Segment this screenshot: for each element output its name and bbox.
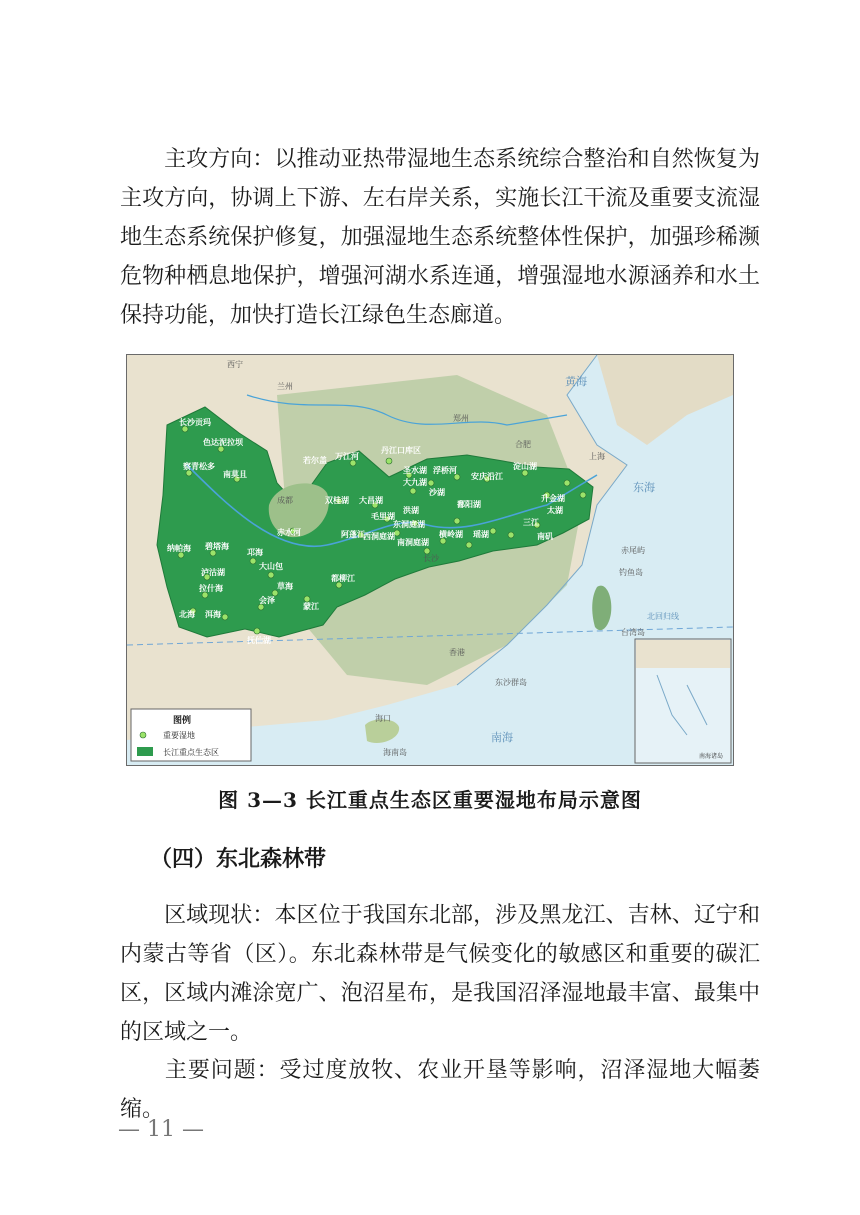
place-label: 上海: [589, 452, 605, 461]
map-graphic: [127, 355, 733, 765]
wetland-label: 会泽: [259, 596, 275, 605]
wetland-label: 抚仙湖: [247, 636, 271, 645]
wetland-label: 北海: [179, 610, 195, 619]
wetland-label: 拉什海: [199, 584, 223, 593]
place-label: 海口: [375, 714, 391, 723]
wetland-label: 色达泥拉坝: [203, 438, 243, 447]
wetland-label: 洱海: [205, 610, 221, 619]
wetland-label: 鄱阳湖: [457, 500, 481, 509]
place-label: 郑州: [453, 414, 469, 423]
place-label: 兰州: [277, 382, 293, 391]
wetland-label: 南洞庭湖: [397, 538, 429, 547]
sea-label: 南海: [491, 731, 513, 744]
legend-zone-label: 长江重点生态区: [163, 748, 219, 757]
wetland-label: 大山包: [259, 562, 283, 571]
place-label: 长沙: [423, 554, 439, 563]
place-label: 西宁: [227, 360, 243, 369]
wetland-label: 东洞庭湖: [393, 520, 425, 529]
legend-wetland-symbol: [140, 732, 146, 738]
place-label: 台湾岛: [621, 628, 645, 637]
south-china-sea-inset: [635, 639, 731, 763]
legend-title: 图例: [173, 716, 192, 726]
wetland-label: 横岭湖: [439, 530, 463, 539]
place-label: 海南岛: [383, 748, 407, 757]
wetland-distribution-map: [126, 354, 734, 766]
wetland-label: 邛海: [247, 548, 263, 557]
wetland-label: 阿蓬江: [341, 530, 365, 539]
wetland-label: 安庆沿江: [471, 472, 503, 481]
place-label: 成都: [277, 496, 293, 505]
wetland-label: 都柳江: [331, 574, 355, 583]
wetland-label: 圣水湖: [403, 466, 427, 475]
figure-caption: 图 3—3 长江重点生态区重要湿地布局示意图: [218, 788, 642, 812]
wetland-label: 蒙江: [303, 602, 319, 611]
inset-label: 南海诸岛: [699, 753, 724, 760]
tropic-label: 北回归线: [647, 612, 679, 621]
main-problem-paragraph: 主要问题：受过度放牧、农业开垦等影响，沼泽湿地大幅萎缩。: [120, 1058, 760, 1122]
wetland-label: 洪湖: [403, 506, 419, 515]
wetland-label: 双桂湖: [325, 496, 349, 505]
wetland-label: 泸沽湖: [201, 568, 225, 577]
wetland-label: 三江: [523, 518, 539, 527]
section-heading: （四）东北森林带: [150, 846, 327, 872]
place-label: 合肥: [515, 440, 531, 449]
wetland-label: 赤水河: [277, 528, 301, 537]
wetland-label: 淀山湖: [513, 462, 537, 471]
wetland-label: 察青松多: [183, 462, 215, 471]
wetland-label: 南莫且: [223, 470, 247, 479]
wetland-label: 升金湖: [541, 494, 565, 503]
sea-label: 东海: [633, 481, 655, 494]
wetland-label: 若尔盖: [303, 456, 327, 465]
place-label: 钓鱼岛: [619, 568, 643, 577]
wetland-label: 太湖: [547, 506, 563, 515]
legend-wetland-label: 重要湿地: [163, 731, 195, 740]
wetland-label: 丹江口库区: [381, 446, 421, 455]
map-legend: [131, 709, 251, 761]
northeast-land: [597, 355, 733, 445]
wetland-label: 大九湖: [403, 478, 427, 487]
wetland-label: 浮桥河: [433, 466, 457, 475]
wetland-label: 长沙贡玛: [179, 418, 211, 427]
wetland-label: 大昌湖: [359, 496, 383, 505]
wetland-label: 纳帕海: [167, 544, 191, 553]
wetland-label: 碧塔海: [205, 542, 229, 551]
wetland-label: 西洞庭湖: [363, 532, 395, 541]
wetland-label: 南矶: [537, 532, 553, 541]
place-label: 香港: [449, 648, 465, 657]
page-number: — 11 —: [118, 1117, 204, 1142]
sea-label: 黄海: [565, 375, 587, 388]
wetland-label: 毛里湖: [371, 512, 395, 521]
wetland-label: 万江河: [335, 452, 359, 461]
legend-zone-swatch: [137, 747, 153, 756]
taiwan-island: [592, 586, 611, 631]
region-status-paragraph: 区域现状：本区位于我国东北部，涉及黑龙江、吉林、辽宁和内蒙古等省（区）。东北森林带是气候变化的敏感区和重要的碳汇区，区域内滩涂宽广、泡沼星布，是我国沼泽湿地最丰富、最集中的区域之一。: [120, 903, 760, 1045]
wetland-label: 瑶湖: [473, 530, 489, 539]
wetland-label: 沙湖: [429, 488, 445, 497]
place-label: 赤尾屿: [621, 546, 645, 555]
place-label: 东沙群岛: [495, 678, 527, 687]
main-direction-paragraph: 主攻方向：以推动亚热带湿地生态系统综合整治和自然恢复为主攻方向，协调上下游、左右岸关系，实施长江干流及重要支流湿地生态系统保护修复，加强湿地生态系统整体性保护，加强珍稀濒危物种栖息地保护，增强河湖水系连通，增强湿地水源涵养和水土保持功能，加快打造长江绿色生态廊道。: [120, 147, 760, 328]
wetland-label: 草海: [277, 582, 293, 591]
